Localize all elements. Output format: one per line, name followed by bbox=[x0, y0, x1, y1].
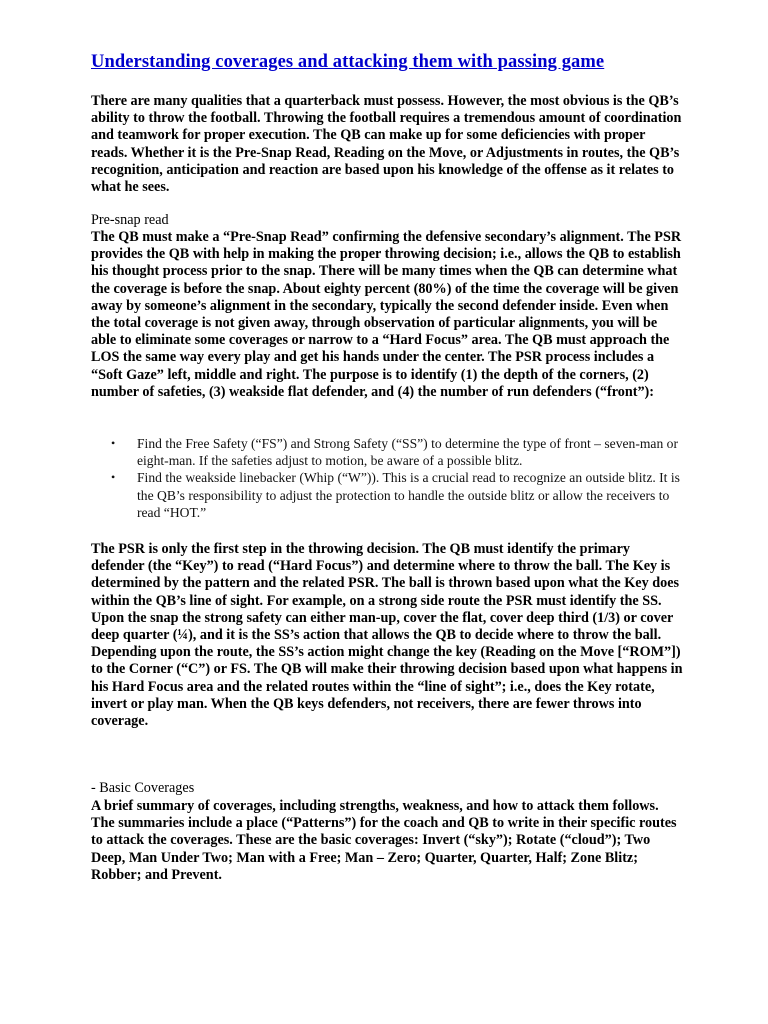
intro-paragraph: There are many qualities that a quarterback must possess. However, the most obvious is the QB’s ability to throw the football. Throwing the football requires a tremendous amount of coordination and teamwork for proper execution. The QB can make up for some deficiencies with proper reads. Whether it is the Pre-Snap Read, Reading on the Move, or Adjustments in routes, the QB’s recognition, anticipation and reaction are based upon his knowledge of the offense as it relates to what he sees. bbox=[91, 93, 682, 196]
bullet-text: Find the Free Safety (“FS”) and Strong Safety (“SS”) to determine the type of front – seven-man or eight-man. If the safeties adjust to motion, be aware of a possible blitz. bbox=[137, 436, 678, 469]
bullet-icon: • bbox=[111, 470, 116, 485]
presnap-heading: Pre-snap read bbox=[91, 212, 169, 228]
bullet-text: Find the weakside linebacker (Whip (“W”)). This is a crucial read to recognize an outside blitz. It is the QB’s responsibility to adjust the protection to handle the outside blitz or allow the receivers to read “HOT.” bbox=[137, 470, 680, 520]
bullet-icon: • bbox=[111, 436, 116, 450]
bullet-list bbox=[109, 435, 689, 521]
list-item bbox=[109, 469, 689, 521]
psr-paragraph: The PSR is only the first step in the throwing decision. The QB must identify the primary defender (the “Key”) to read (“Hard Focus”) and determine where to throw the ball. The Key is determined by the pattern and the related PSR. The ball is thrown based upon what the Key does within the QB’s line of sight. For example, on a strong side route the PSR must identify the SS. Upon the snap the strong safety can either man-up, cover the flat, cover deep third (1/3) or cover deep quarter (¼), and it is the SS’s action that allows the QB to decide where to throw the ball. Depending upon the route, the SS’s action might change the key (Reading on the Move [“ROM”]) to the Corner (“C”) or FS. The QB will make their throwing decision based upon what happens in his Hard Focus area and the related routes within the “line of sight”; i.e., does the Key rotate, invert or play man. When the QB keys defenders, not receivers, there are fewer throws into coverage. bbox=[91, 541, 683, 730]
basic-coverages-paragraph: A brief summary of coverages, including strengths, weakness, and how to attack them follows. The summaries include a place (“Patterns”) for the coach and QB to write in their specific routes to attack the coverages. These are the basic coverages: Invert (“sky”); Rotate (“cloud”); Two Deep, Man Under Two; Man with a Free; Man – Zero; Quarter, Quarter, Half; Zone Blitz; Robber; and Prevent. bbox=[91, 798, 677, 883]
presnap-paragraph: The QB must make a “Pre-Snap Read” confirming the defensive secondary’s alignment. The PSR provides the QB with help in making the proper throwing decision; i.e., allows the QB to establish his thought process prior to the snap. There will be many times when the QB can determine what the coverage is before the snap. About eighty percent (80%) of the time the coverage will be given away by someone’s alignment in the secondary, typically the second defender inside. Even when the total coverage is not given away, through observation of particular alignments, you will be able to eliminate some coverages or narrow to a “Hard Focus” area. The QB must approach the LOS the same way every play and get his hands under the center. The PSR process includes a “Soft Gaze” left, middle and right. The purpose is to identify (1) the depth of the corners, (2) number of safeties, (3) weakside flat defender, and (4) the number of run defenders (“front”): bbox=[91, 229, 682, 400]
document-title: Understanding coverages and attacking them with passing game bbox=[91, 52, 605, 72]
basic-coverages-heading: - Basic Coverages bbox=[91, 780, 195, 796]
list-item bbox=[109, 435, 689, 469]
